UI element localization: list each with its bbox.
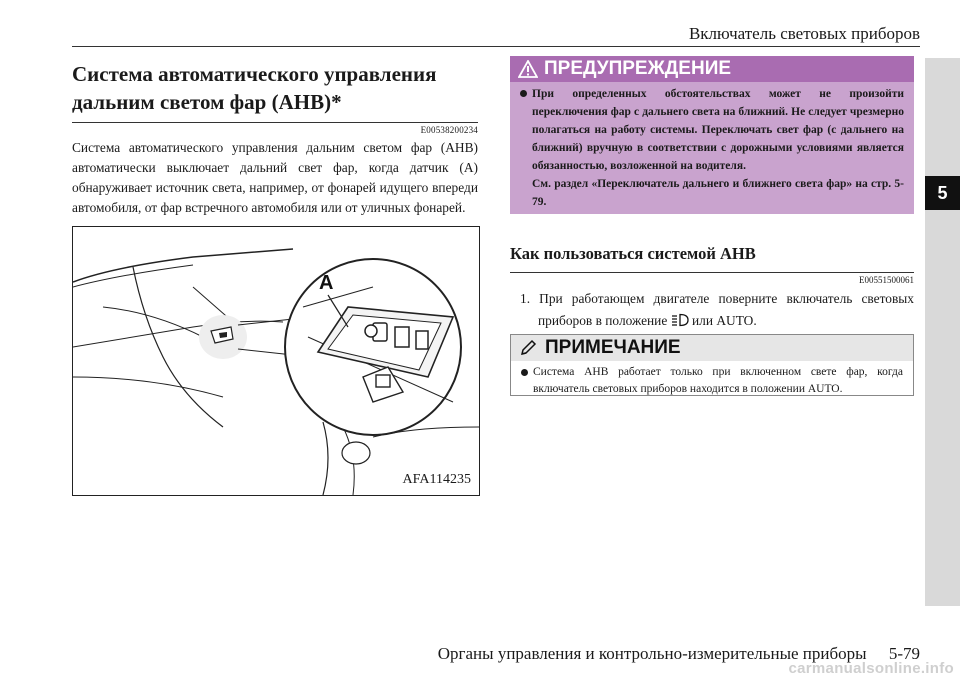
step-text-after: или AUTO. [692, 313, 757, 328]
chapter-side-tab [925, 58, 960, 606]
warning-header [510, 56, 914, 82]
windshield-sensor-drawing [73, 227, 479, 495]
sensor-callout-label: A [319, 272, 334, 294]
pencil-icon [519, 339, 539, 357]
note-body [511, 361, 913, 398]
warning-heading: ПРЕДУПРЕЖДЕНИЕ [544, 58, 732, 79]
watermark: carmanualsonline.info [788, 660, 954, 677]
figure-code: AFA114235 [402, 472, 471, 487]
page-number: 5-79 [888, 644, 920, 663]
headlight-icon [671, 313, 689, 327]
section2-code: E00551500061 [510, 272, 914, 285]
footer-section-title: Органы управления и контрольно-измерительные приборы [437, 644, 867, 663]
section2-title: Как пользоваться системой AHB [510, 244, 756, 263]
bullet-icon [521, 369, 528, 376]
section-divider [72, 122, 478, 123]
ahb-section [72, 54, 478, 218]
section-body: Система автоматического управления дальним светом фар (AHB) автоматически выключает дальний свет фар, когда датчик (A) обнаруживает источник света, например, от фонарей идущего впереди автомобиля, от фар встречного автомобиля или от уличных фонарей. [72, 140, 478, 215]
step-number: 1. [520, 291, 531, 306]
note-header [511, 335, 913, 361]
how-to-use-section [510, 244, 914, 332]
warning-reference: См. раздел «Переключатель дальнего и ближнего света фар» на стр. 5-79. [532, 178, 904, 208]
note-heading: ПРИМЕЧАНИЕ [545, 337, 681, 358]
warning-triangle-icon [518, 60, 538, 78]
warning-box [510, 56, 914, 214]
step-1 [510, 288, 914, 332]
section-title: Система автоматического управления дальним светом фар (AHB)* [72, 62, 437, 114]
step-text-before: При работающем двигателе поверните включатель световых приборов в положение [538, 291, 914, 328]
header-divider [72, 46, 920, 47]
page-header-title: Включатель световых приборов [688, 24, 920, 43]
warning-text: При определенных обстоятельствах может не произойти переключения фар с дальнего света на ближний. Не следует чрезмерно полагаться на работу системы. Переключать свет фар (с дальнего на ближний) вручную в соответствии с дорожными условиями является обязанностью, возложенной на водителя. [532, 88, 904, 172]
note-text: Система AHB работает только при включенном свете фар, когда включатель световых приборов находится в положении AUTO. [533, 366, 903, 395]
bullet-icon [520, 90, 527, 97]
section-code: E00538200234 [420, 125, 478, 135]
sensor-illustration [72, 226, 480, 496]
note-box [510, 334, 914, 396]
warning-body [510, 82, 914, 211]
chapter-number: 5 [925, 176, 960, 210]
